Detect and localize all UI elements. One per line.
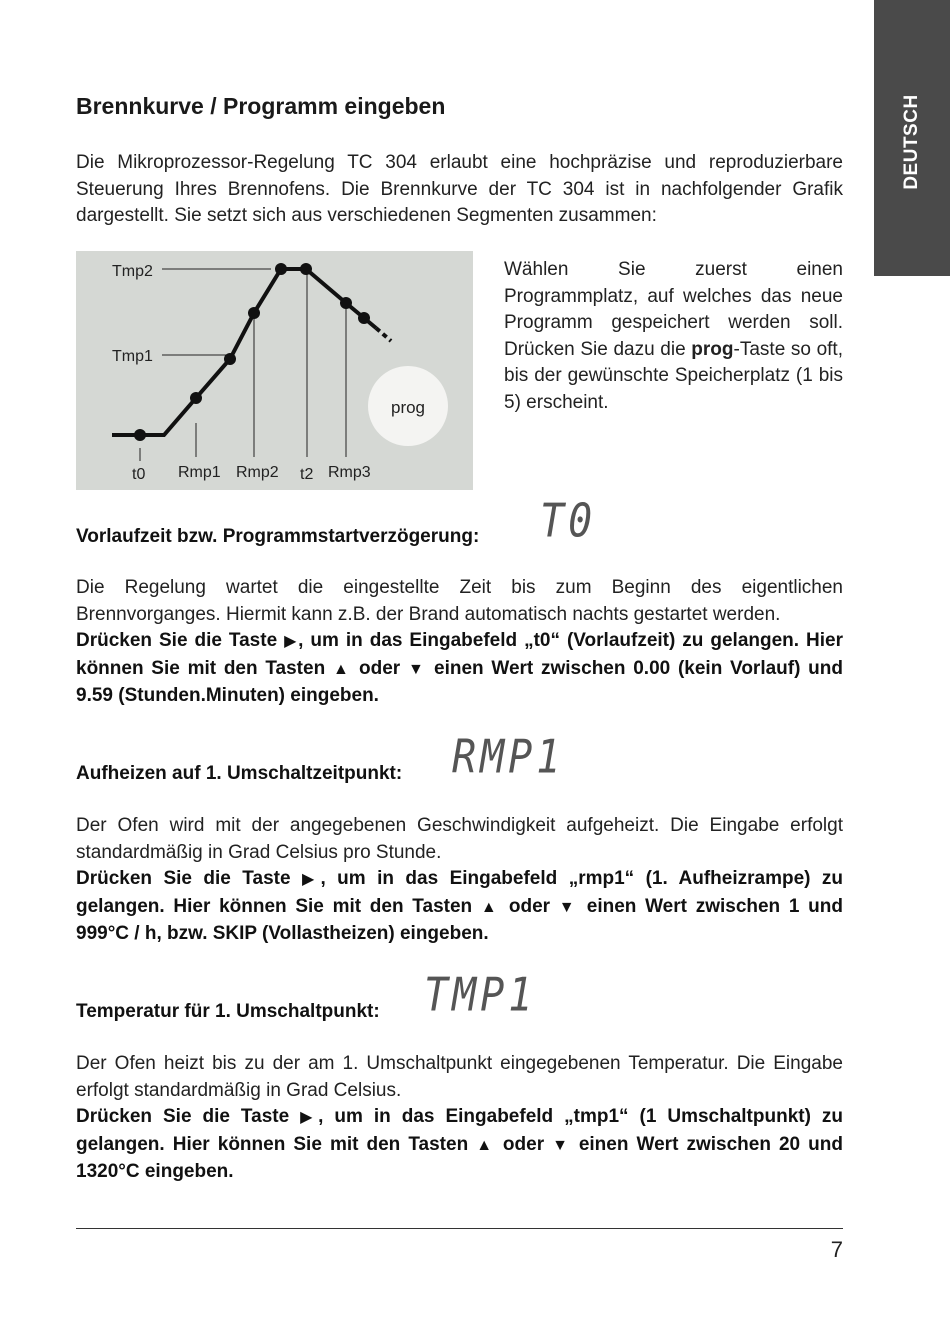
label-t0: t0 [132, 466, 146, 483]
label-t2: t2 [300, 466, 314, 483]
up-arrow-icon: ▲ [332, 660, 352, 678]
section-tmp1-body: Der Ofen heizt bis zu der am 1. Umschaltpunkt eingegebenen Temperatur. Die Eingabe erfolgt standardmäßig in Grad Celsius. [76, 1053, 843, 1101]
label-rmp2: Rmp2 [236, 464, 279, 481]
right-arrow-icon: ▶ [300, 1109, 319, 1126]
curve-point [275, 263, 287, 275]
intro-paragraph: Die Mikroprozessor-Regelung TC 304 erlaubt eine hochpräzise und reproduzierbare Steuerung Ihres Brennofens. Die Brennkurve der TC 304 ist in nachfolgender Grafik dargestellt. Sie setzt sich aus verschiedenen Segmenten zusammen: [76, 152, 843, 226]
down-arrow-icon: ▼ [407, 660, 427, 678]
curve-point [300, 263, 312, 275]
label-tmp1: Tmp1 [112, 348, 153, 365]
section-t0-title: Vorlaufzeit bzw. Programmstartverzögerung: [76, 526, 480, 547]
page-title: Brennkurve / Programm eingeben [76, 93, 446, 119]
down-arrow-icon: ▼ [558, 898, 579, 916]
curve-point [248, 307, 260, 319]
up-arrow-icon: ▲ [476, 1136, 495, 1154]
language-tab [874, 0, 950, 276]
section-t0-body: Die Regelung wartet die eingestellte Zeit bis zum Beginn des eigentlichen Brennvorganges. Hiermit kann z.B. der Brand automatisch nachts gestartet werden. [76, 577, 843, 625]
firing-curve-diagram [76, 251, 473, 490]
firing-curve-figure [76, 251, 473, 490]
curve-point [224, 353, 236, 365]
lcd-display-tmp1: TMP1 [424, 969, 537, 1022]
down-arrow-icon: ▼ [552, 1136, 571, 1154]
label-rmp3: Rmp3 [328, 464, 371, 481]
curve-point [340, 297, 352, 309]
curve-point [190, 392, 202, 404]
label-rmp1: Rmp1 [178, 464, 221, 481]
section-tmp1-instructions: Drücken Sie die Taste ▶, um in das Eingabefeld „tmp1“ (1 Umschaltpunkt) zu gelangen. Hier können Sie mit den Tasten ▲ oder ▼ einen Wert zwischen 20 und 1320°C eingeben. [76, 1106, 844, 1182]
up-arrow-icon: ▲ [480, 898, 501, 916]
prog-key-name: prog [691, 338, 734, 360]
section-rmp1-instructions: Drücken Sie die Taste ▶, um in das Eingabefeld „rmp1“ (1. Aufheizrampe) zu gelangen. Hier können Sie mit den Tasten ▲ oder ▼ einen Wert zwischen 1 und 999°C / h, bzw. SKIP (Vollastheizen) eingeben. [76, 868, 843, 944]
lcd-display-t0: T0 [540, 495, 597, 548]
page-number: 7 [830, 1237, 843, 1262]
section-rmp1-body: Der Ofen wird mit der angegebenen Geschwindigkeit aufgeheizt. Die Eingabe erfolgt standardmäßig in Grad Celsius pro Stunde. [76, 815, 843, 863]
footer-divider [76, 1228, 843, 1229]
section-t0-instructions: Drücken Sie die Taste ▶, um in das Eingabefeld „t0“ (Vorlaufzeit) zu gelangen. Hier können Sie mit den Tasten ▲ oder ▼ einen Wert zwischen 0.00 (kein Vorlauf) und 9.59 (Stunden.Minuten) eingeben. [76, 630, 843, 706]
program-select-paragraph: Wählen Sie zuerst einen Programmplatz, auf welches das neue Programm gespeichert werden soll. Drücken Sie dazu die prog-Taste so oft, bis der gewünschte Speicherplatz (1 bis 5) erscheint. [504, 259, 843, 413]
prog-button-label: prog [390, 398, 426, 417]
curve-continuation [376, 328, 391, 341]
section-tmp1-title: Temperatur für 1. Umschaltpunkt: [76, 1001, 380, 1022]
section-rmp1-title: Aufheizen auf 1. Umschaltzeitpunkt: [76, 763, 403, 784]
language-tab-label: DEUTSCH [901, 94, 922, 190]
right-arrow-icon: ▶ [301, 871, 321, 888]
curve-point [134, 429, 146, 441]
curve-point [358, 312, 370, 324]
right-arrow-icon: ▶ [284, 633, 299, 650]
lcd-display-rmp1: RMP1 [452, 731, 565, 784]
label-tmp2: Tmp2 [112, 263, 153, 280]
